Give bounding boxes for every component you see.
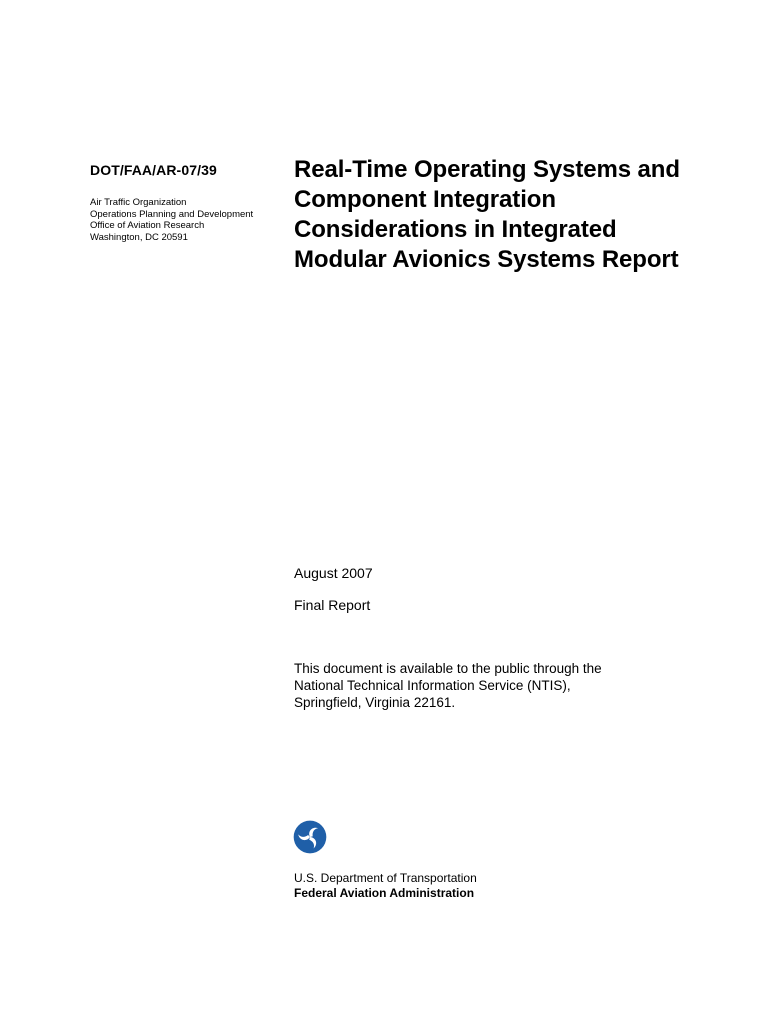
organization-line: Operations Planning and Development: [90, 208, 254, 220]
title-line: Considerations in Integrated: [294, 216, 617, 243]
title-line: Modular Avionics Systems Report: [294, 246, 679, 273]
report-date: August 2007: [294, 565, 373, 581]
organization-line: Air Traffic Organization: [90, 197, 187, 208]
title-line: Real-Time Operating Systems and: [294, 156, 680, 183]
availability-line: This document is available to the public through the: [294, 661, 602, 676]
report-title: [294, 155, 734, 275]
agency-block: [294, 871, 477, 901]
availability-line: National Technical Information Service (NTIS),: [294, 678, 571, 693]
availability-line: Springfield, Virginia 22161.: [294, 695, 456, 710]
organization-line: Washington, DC 20591: [90, 231, 188, 243]
dot-triskelion-icon: [293, 820, 327, 854]
administration-name: Federal Aviation Administration: [294, 886, 475, 900]
report-number: DOT/FAA/AR-07/39: [90, 162, 217, 178]
organization-line: Office of Aviation Research: [90, 220, 205, 231]
availability-statement: [294, 660, 602, 711]
department-name: U.S. Department of Transportation: [294, 871, 477, 885]
report-type: Final Report: [294, 597, 371, 613]
title-line: Component Integration: [294, 186, 556, 213]
organization-address: [90, 197, 253, 243]
